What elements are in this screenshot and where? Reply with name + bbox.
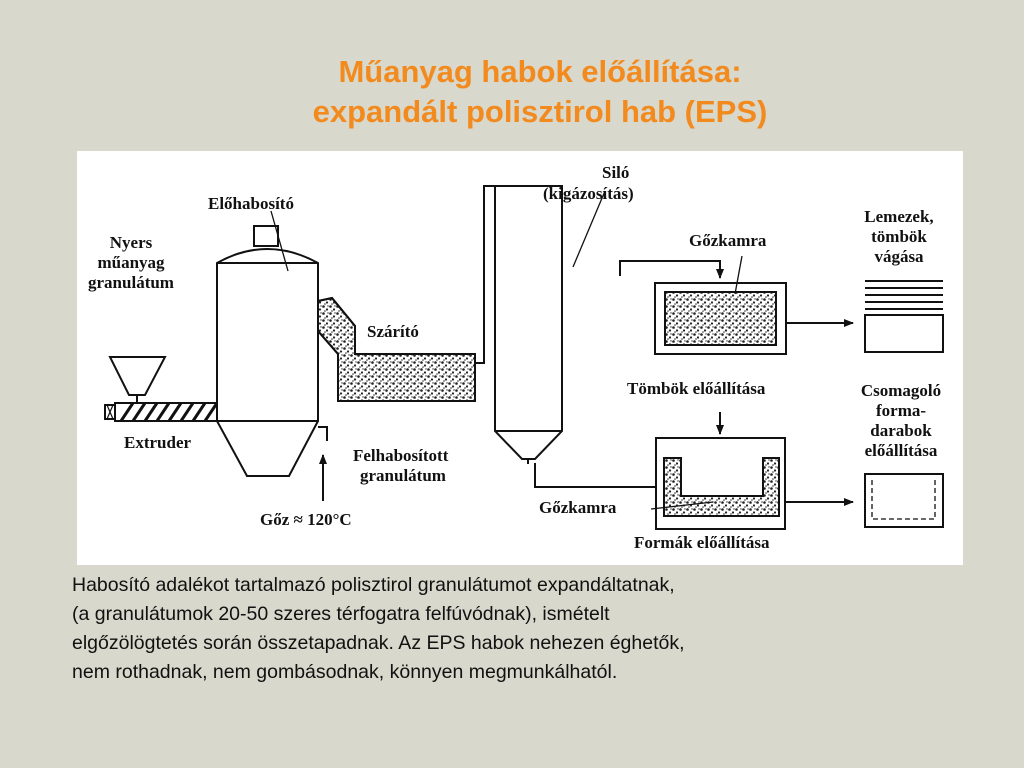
description-line-4: nem rothadnak, nem gombásodnak, könnyen megmunkálhatól. (72, 661, 618, 683)
label-extruder: Extruder (124, 433, 192, 452)
process-diagram (77, 151, 963, 565)
prefoamer-vessel (217, 226, 327, 476)
label-raw-material-2: műanyag (97, 253, 165, 272)
label-foamed-granulate-1: Felhabosított (353, 446, 449, 465)
label-steam-chamber-top: Gőzkamra (689, 231, 767, 250)
feed-pipe-blocks (620, 261, 720, 278)
label-sheet-cutting-1: Lemezek, (864, 207, 934, 226)
label-packaging-1: Csomagoló (860, 381, 942, 400)
process-diagram-svg (77, 151, 963, 565)
packaging-piece (865, 474, 943, 527)
label-packaging-4: előállítása (864, 441, 938, 460)
label-raw-material-1: Nyers (109, 233, 153, 252)
label-steam: Gőz ≈ 120°C (260, 510, 352, 529)
label-foamed-granulate-2: granulátum (360, 466, 446, 485)
silo (495, 186, 562, 464)
label-dryer: Szárító (367, 322, 419, 341)
extruder (105, 403, 229, 421)
form-mold (656, 438, 853, 529)
label-blocks-production: Tömbök előállítása (627, 379, 766, 398)
title-line-2: expandált polisztirol hab (EPS) (312, 94, 768, 129)
transfer-pipe-forms (535, 463, 660, 487)
label-prefoamer: Előhabosító (208, 194, 294, 213)
label-packaging-2: forma- (875, 401, 927, 420)
description-line-3: elgőzölögtetés során összetapadnak. Az EPS habok nehezen éghetők, (72, 632, 685, 654)
label-sheet-cutting-2: tömbök (871, 227, 927, 246)
sheet-stack (865, 281, 943, 352)
hopper (110, 357, 165, 406)
label-raw-material-3: granulátum (88, 273, 174, 292)
label-steam-chamber-bottom: Gőzkamra (539, 498, 617, 517)
description-line-2: (a granulátumok 20-50 szeres térfogatra felfúvódnak), ismételt (72, 603, 610, 625)
label-forms-production: Formák előállítása (634, 533, 770, 552)
block-mold (655, 283, 853, 354)
description-text (72, 571, 972, 687)
label-silo-2: (kigázosítás) (543, 184, 634, 203)
slide-title (150, 52, 930, 132)
label-sheet-cutting-3: vágása (874, 247, 924, 266)
dryer (318, 298, 475, 401)
label-packaging-3: darabok (870, 421, 932, 440)
description-line-1: Habosító adalékot tartalmazó polisztirol granulátumot expandáltatnak, (72, 574, 675, 596)
title-line-1: Műanyag habok előállítása: (338, 54, 742, 89)
transfer-pipe-silo (475, 186, 495, 363)
label-silo-1: Siló (602, 163, 630, 182)
